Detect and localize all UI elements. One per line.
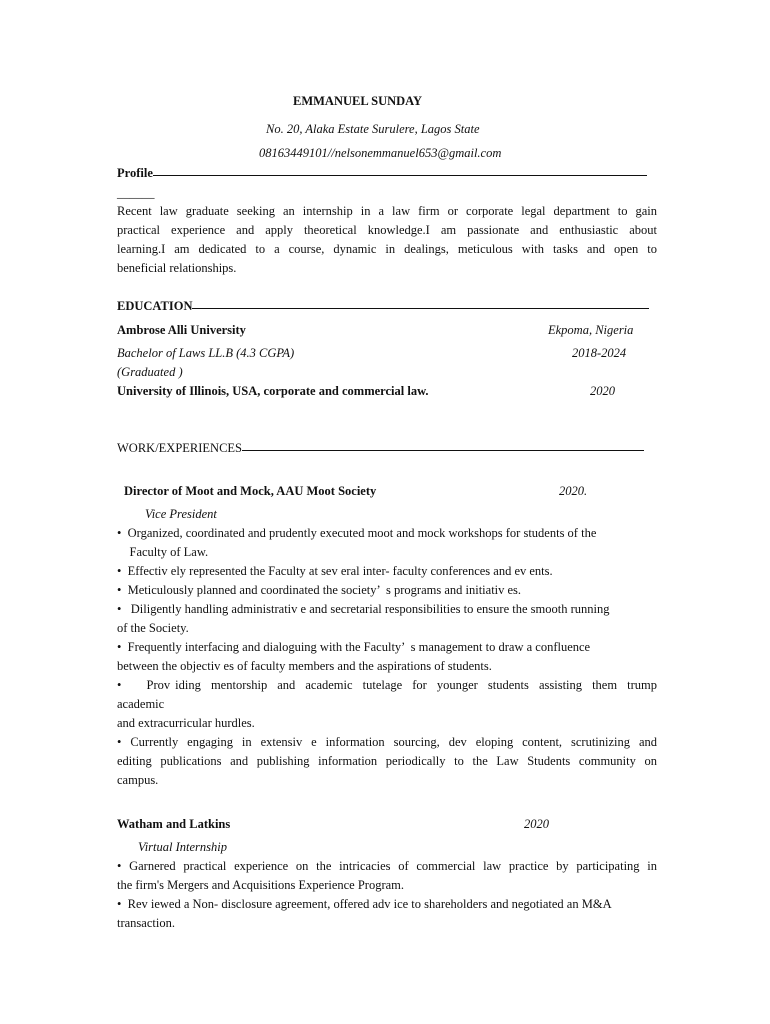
profile-line-4: beneficial relationships.	[117, 261, 237, 275]
job-1-bullet-5: • Frequently interfacing and dialoguing with the Faculty’ s management to draw a confluence between the objectiv es of faculty members and the aspirations of students.	[117, 640, 591, 673]
school-1-location: Ekpoma, Nigeria	[548, 323, 634, 337]
profile-line-3: learning.I am dedicated to a course, dynamic in dealings, meticulous with tasks and open to	[117, 242, 657, 256]
job-1-title: Director of Moot and Mock, AAU Moot Society	[124, 484, 377, 498]
job-1-bullet-6: • Prov iding mentorship and academic tutelage for younger students assisting them trump academic and extracurricular hurdles.	[117, 678, 657, 730]
job-1-bullet-1: • Organized, coordinated and prudently executed moot and mock workshops for students of the Faculty of Law.	[117, 526, 597, 559]
job-2-bullet-2: • Rev iewed a Non- disclosure agreement, offered adv ice to shareholders and negotiated an M&A transaction.	[117, 897, 612, 930]
job-1-bullet-3: • Meticulously planned and coordinated the society’ s programs and initiativ es.	[117, 583, 522, 597]
job-1-bullet-7: • Currently engaging in extensiv e information sourcing, dev eloping content, scrutinizing and editing publications and publishing information periodically to the Law Students community on campus.	[117, 735, 657, 787]
education-heading: EDUCATION	[117, 299, 193, 313]
candidate-name: EMMANUEL SUNDAY	[293, 94, 423, 108]
profile-heading: Profile	[117, 166, 153, 180]
school-1: Ambrose Alli University	[117, 323, 246, 337]
job-2-title: Watham and Latkins	[117, 817, 231, 831]
degree-years: 2018-2024	[572, 346, 627, 360]
profile-rule	[153, 175, 647, 176]
job-1-year: 2020.	[559, 484, 588, 498]
address: No. 20, Alaka Estate Surulere, Lagos State	[266, 122, 480, 136]
profile-rule-tail: ______	[117, 186, 155, 200]
profile-line-1: Recent law graduate seeking an internship in a law firm or corporate legal department to gain	[117, 204, 657, 218]
profile-line-2: practical experience and apply theoretical knowledge.I am passionate and enthusiastic about	[117, 223, 657, 237]
job-1-role: Vice President	[145, 507, 217, 521]
education-heading-row	[117, 297, 649, 316]
work-rule	[242, 450, 644, 451]
work-heading-row	[117, 439, 644, 458]
school-2-year: 2020	[590, 384, 615, 398]
job-1-bullet-4: • Diligently handling administrativ e and secretarial responsibilities to ensure the smooth running of the Society.	[117, 602, 610, 635]
education-rule	[192, 308, 649, 309]
job-1-bullet-2: • Effectiv ely represented the Faculty at sev eral inter- faculty conferences and ev ents.	[117, 564, 553, 578]
work-heading: WORK/EXPERIENCES	[117, 441, 242, 455]
school-2: University of Illinois, USA, corporate and commercial law.	[117, 384, 429, 398]
degree-status: (Graduated )	[117, 365, 183, 379]
contact-line: 08163449101//nelsonemmanuel653@gmail.com	[259, 146, 502, 160]
job-2-bullet-1: • Garnered practical experience on the intricacies of commercial law practice by participating in the firm's Mergers and Acquisitions Experience Program.	[117, 859, 657, 892]
job-2-year: 2020	[524, 817, 549, 831]
job-2-role: Virtual Internship	[138, 840, 228, 854]
profile-heading-row	[117, 164, 647, 183]
degree: Bachelor of Laws LL.B (4.3 CGPA)	[117, 346, 295, 360]
